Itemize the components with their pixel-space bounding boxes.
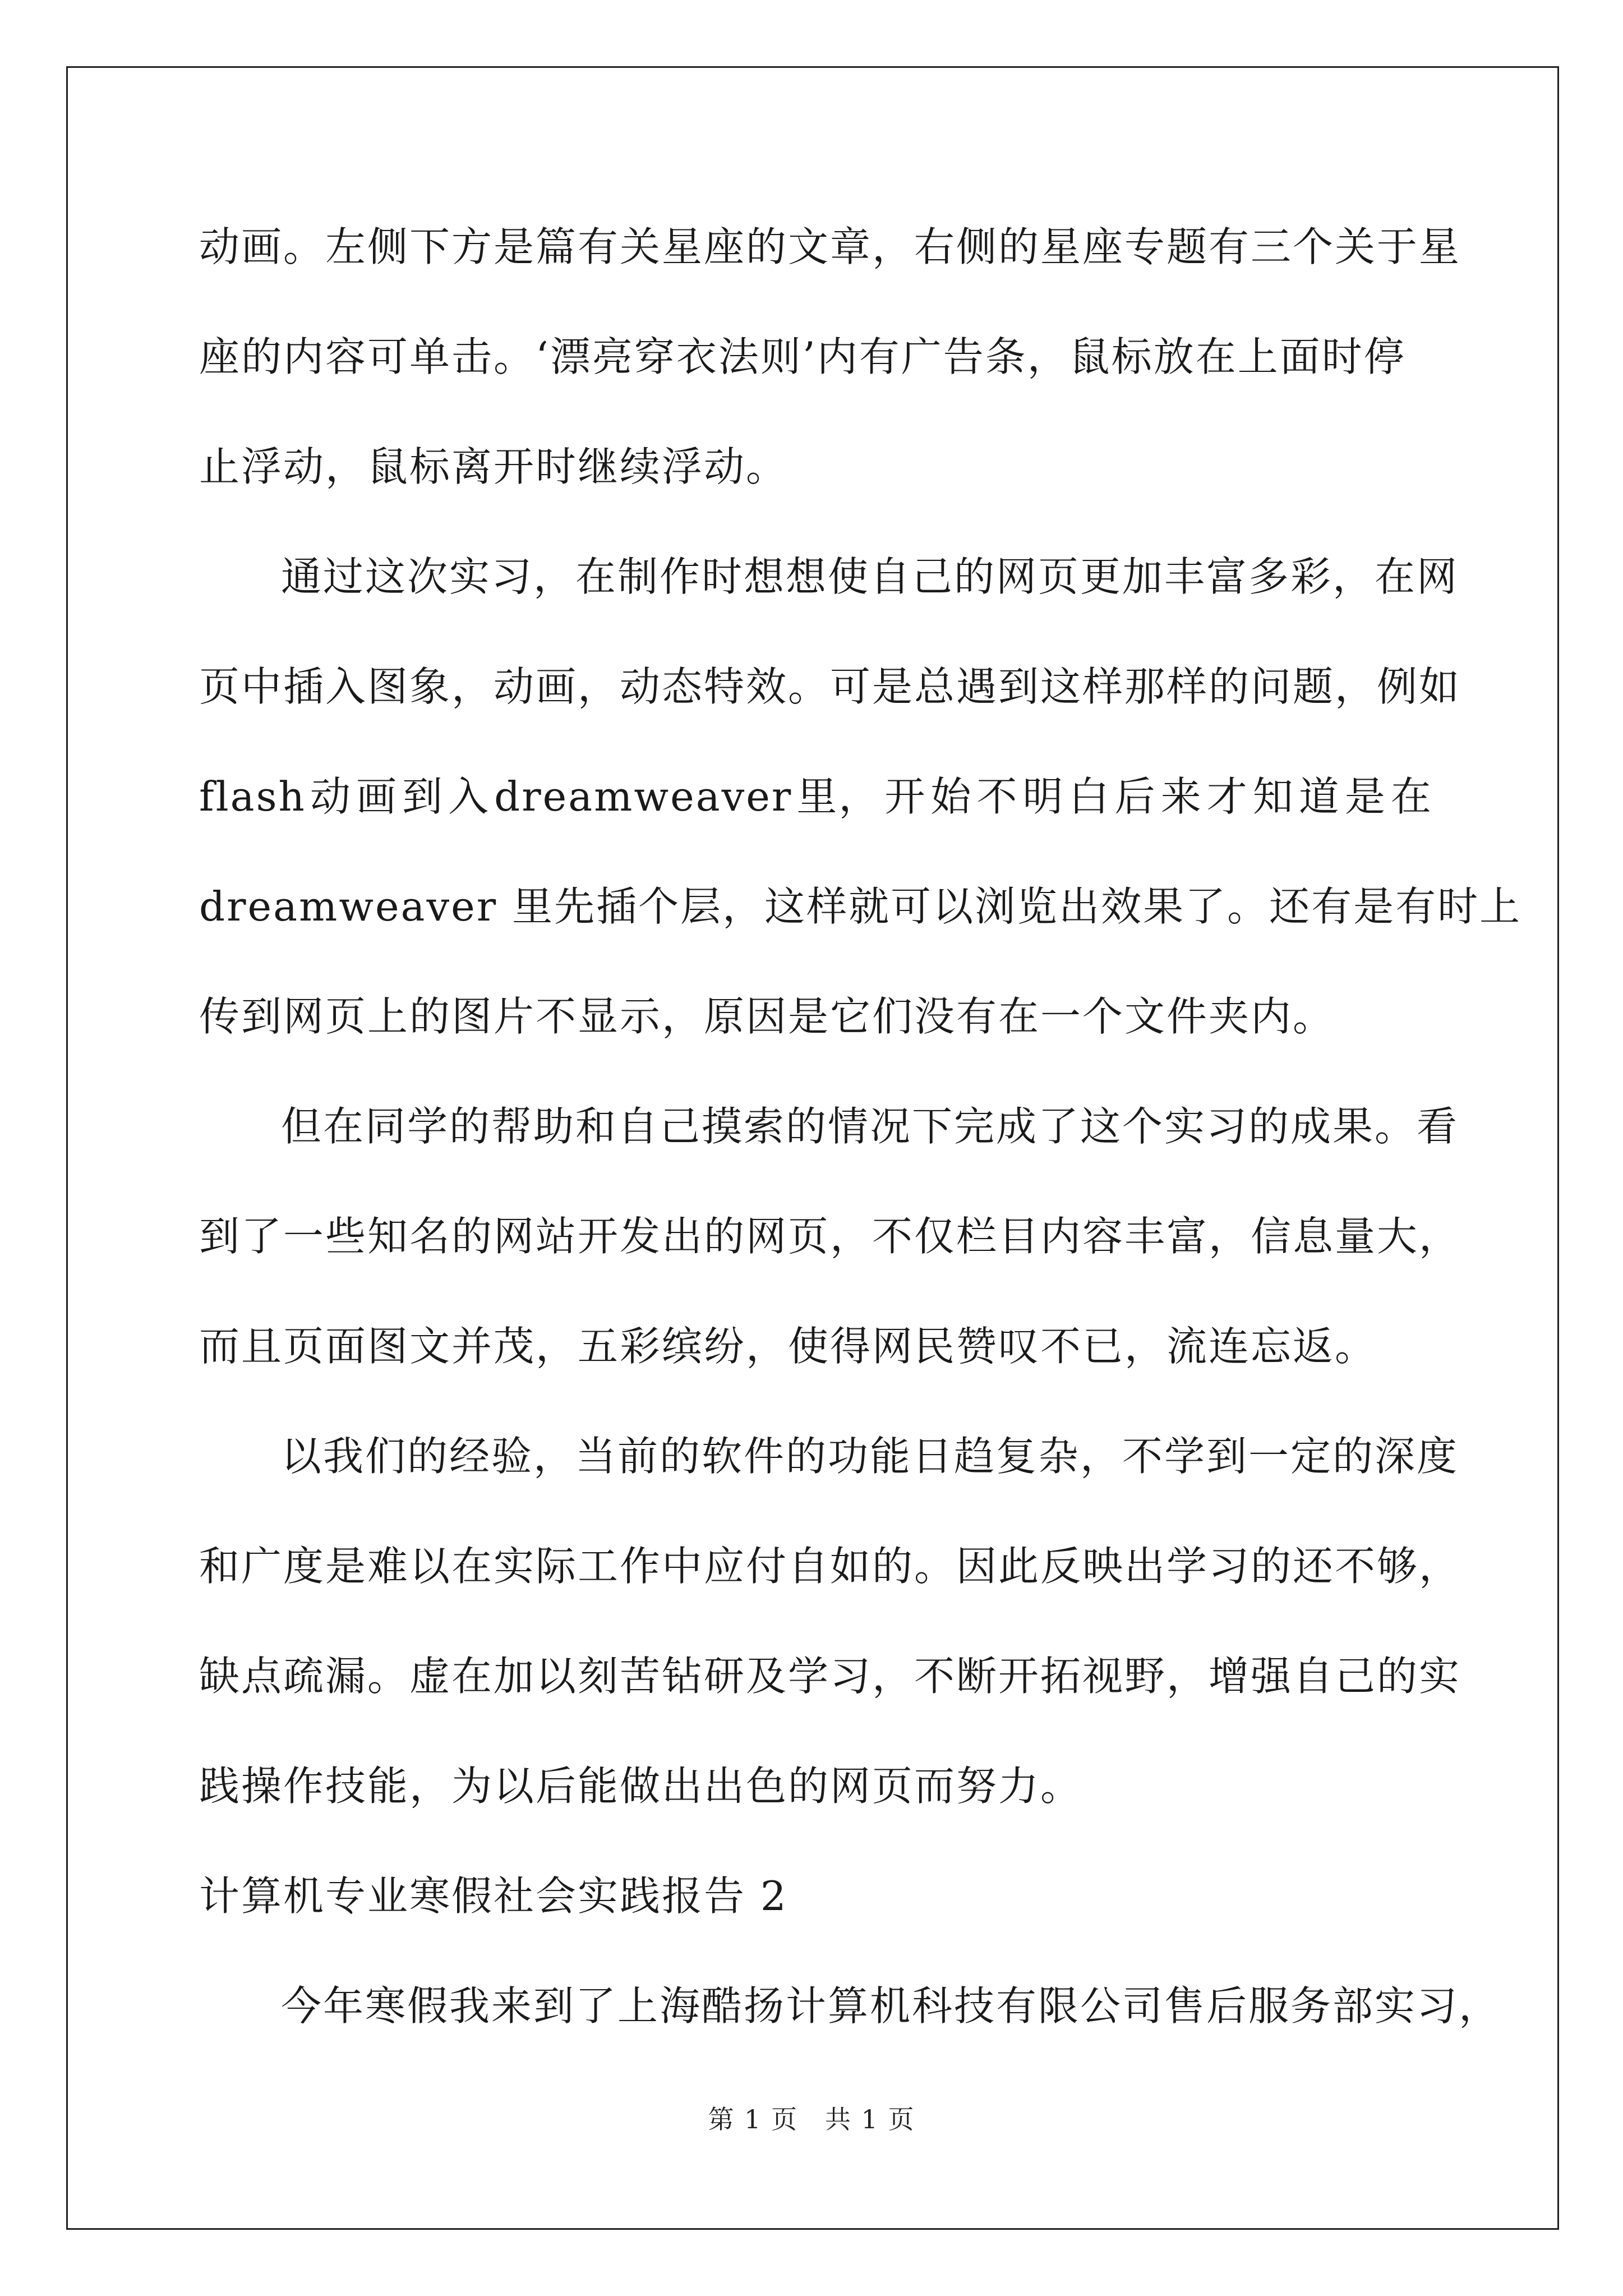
paragraph-first-line: 今年寒假我来到了上海酷扬计算机科技有限公司售后服务部实习， — [281, 1982, 1501, 2030]
text-line: 而且页面图文并茂，五彩缤纷，使得网民赞叹不已，流连忘返。 — [199, 1323, 1377, 1370]
text-line: 动画。左侧下方是篇有关星座的文章，右侧的星座专题有三个关于星 — [199, 223, 1461, 270]
section-heading: 计算机专业寒假社会实践报告 2 — [199, 1872, 788, 1920]
text-line: 和广度是难以在实际工作中应付自如的。因此反映出学习的还不够， — [199, 1543, 1461, 1590]
text-line: dreamweaver 里先插个层，这样就可以浏览出效果了。还有是有时上 — [199, 883, 1522, 930]
paragraph-first-line: 通过这次实习，在制作时想想使自己的网页更加丰富多彩，在网 — [281, 553, 1459, 600]
text-line: 缺点疏漏。虚在加以刻苦钻研及学习，不断开拓视野，增强自己的实 — [199, 1653, 1461, 1700]
text-line: 践操作技能，为以后能做出出色的网页而努力。 — [199, 1763, 1083, 1810]
page-number-footer: 第 1 页 共 1 页 — [708, 2104, 915, 2134]
text-line: 座的内容可单击。‘漂亮穿衣法则’内有广告条，鼠标放在上面时停 — [199, 333, 1406, 380]
text-line: 页中插入图象，动画，动态特效。可是总遇到这样那样的问题，例如 — [199, 663, 1461, 710]
paragraph-first-line: 但在同学的帮助和自己摸索的情况下完成了这个实习的成果。看 — [281, 1103, 1459, 1150]
text-line: 传到网页上的图片不显示，原因是它们没有在一个文件夹内。 — [199, 993, 1335, 1040]
text-line: 止浮动，鼠标离开时继续浮动。 — [199, 443, 789, 490]
text-line: 到了一些知名的网站开发出的网页，不仅栏目内容丰富，信息量大， — [199, 1213, 1461, 1260]
text-line-justified: flash 动 画 到 入 dreamweaver 里， 开 始 不 明 白 后 来 才 知 道 是 在 — [199, 773, 1433, 820]
paragraph-first-line: 以我们的经验，当前的软件的功能日趋复杂，不学到一定的深度 — [281, 1433, 1459, 1480]
